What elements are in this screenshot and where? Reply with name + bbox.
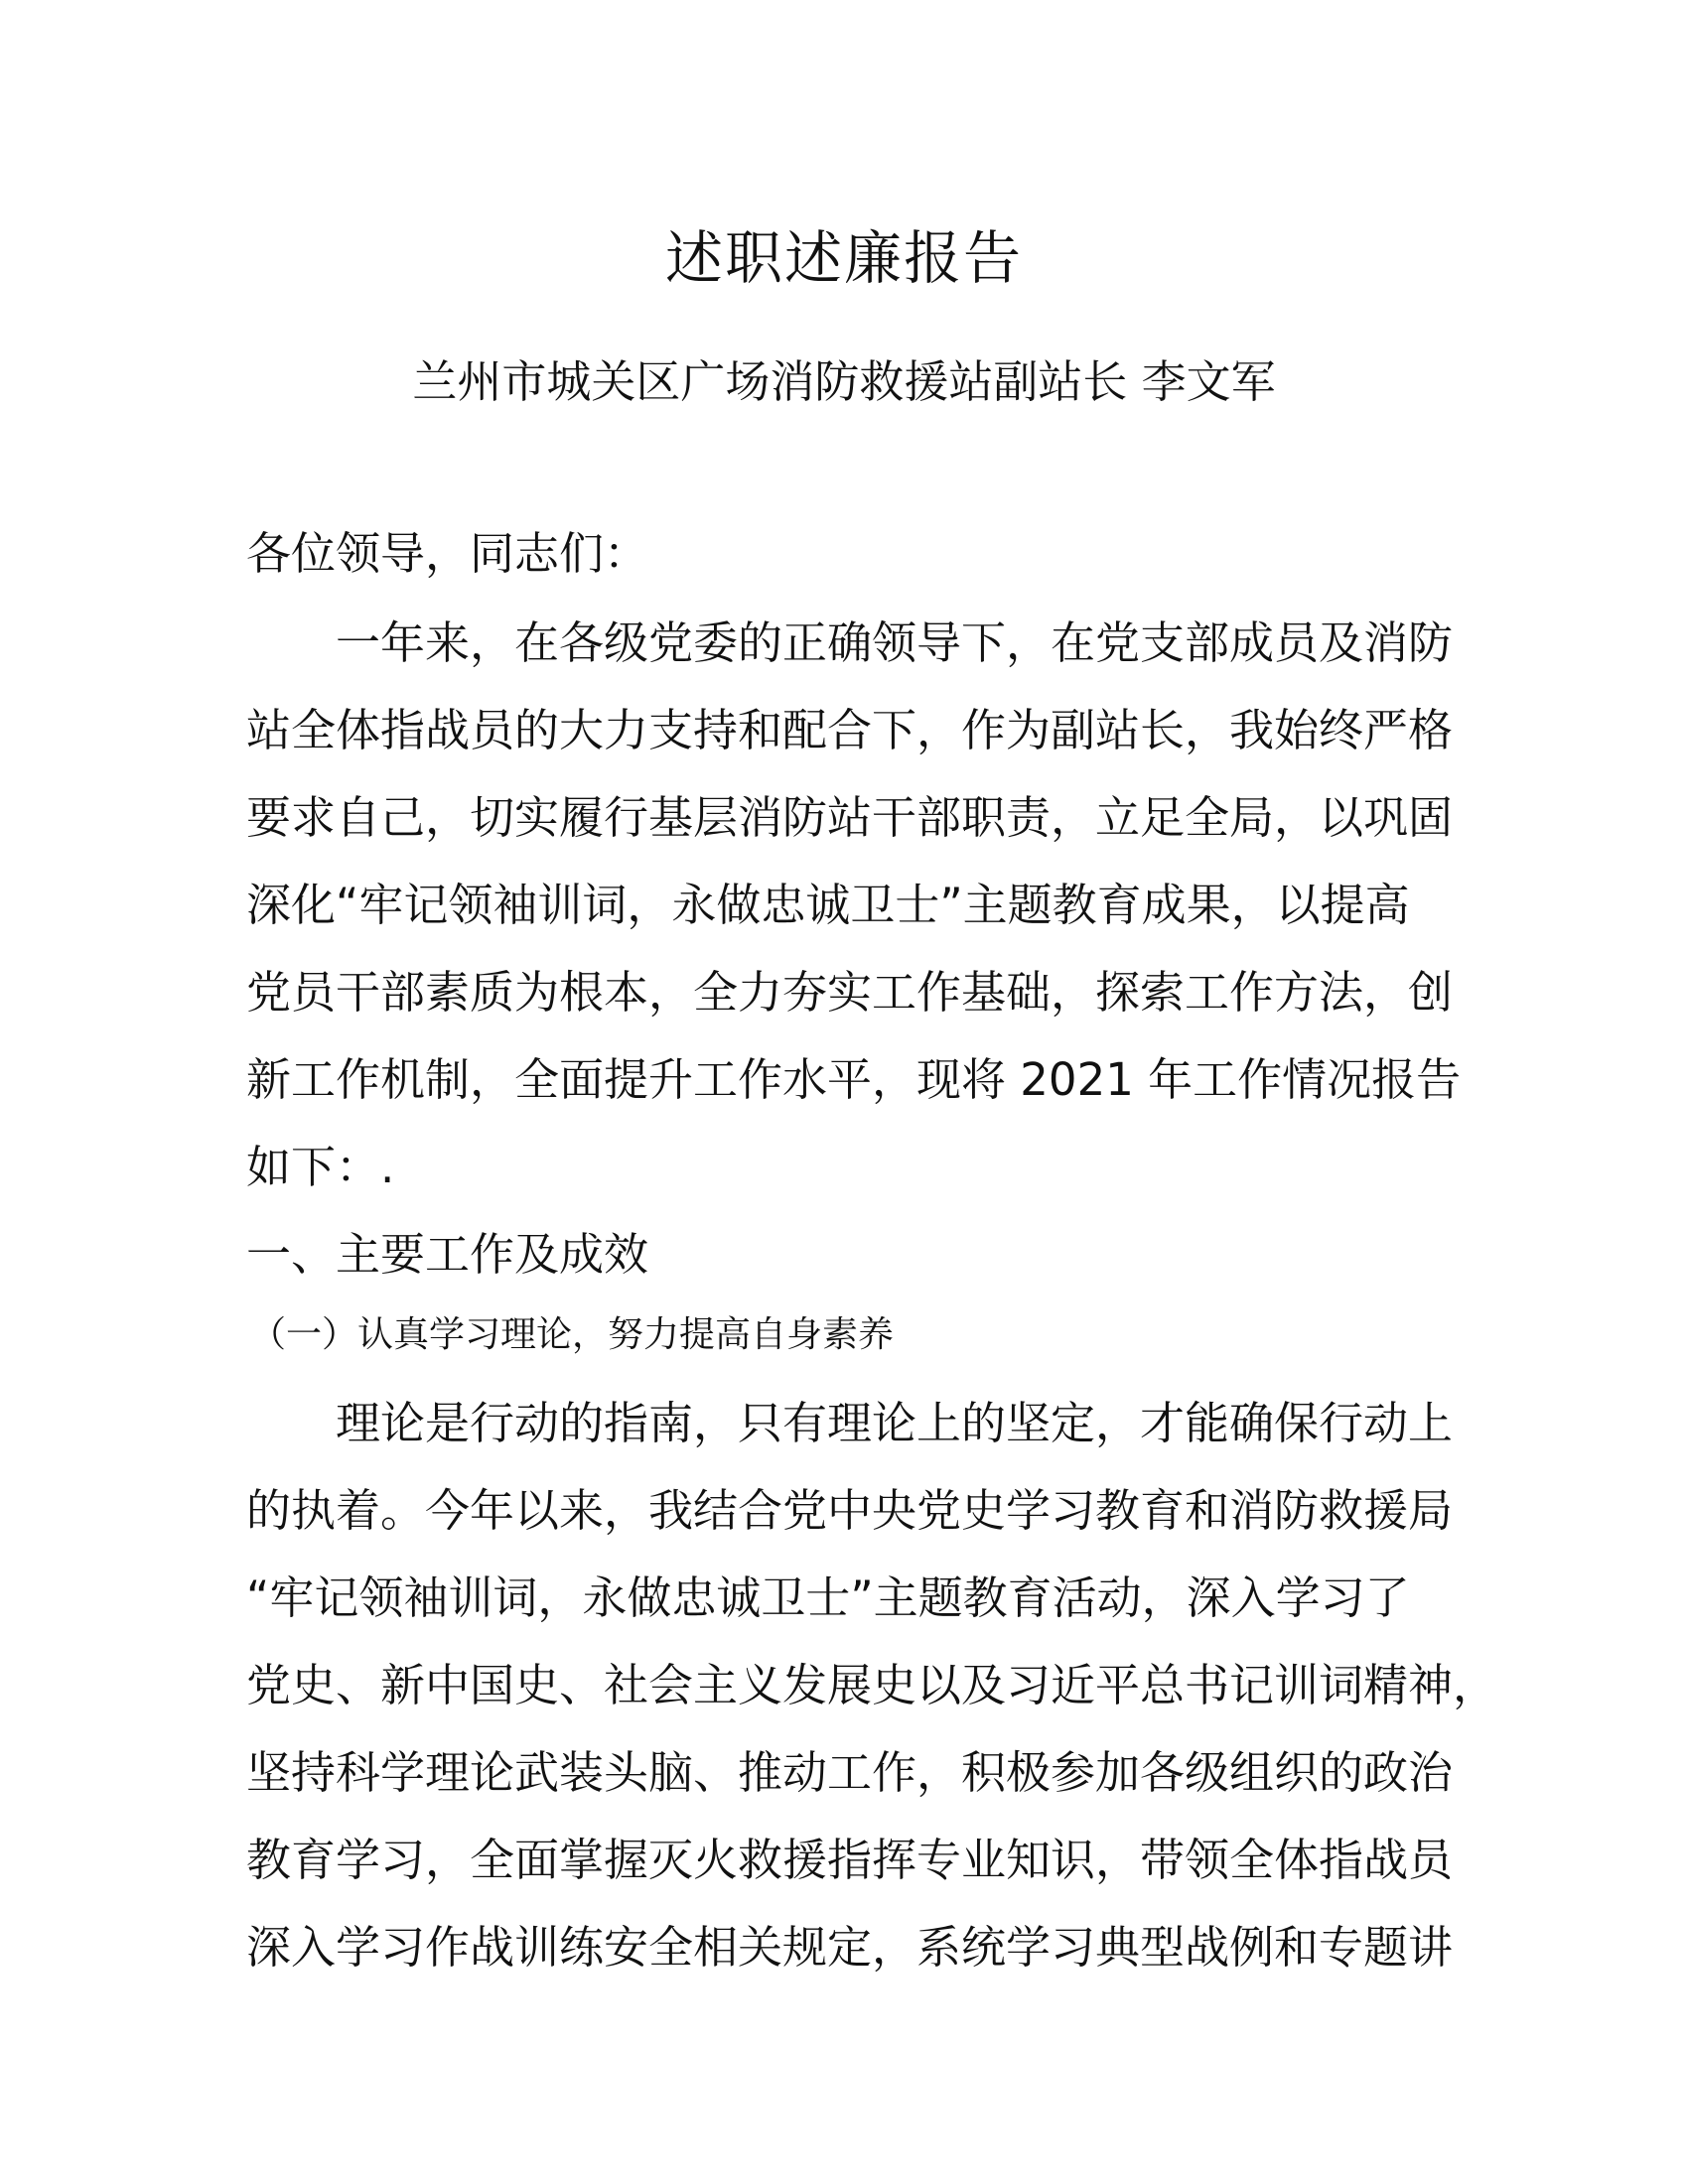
document-title: 述职述廉报告 bbox=[664, 224, 1023, 292]
section-heading: 一、主要工作及成效 bbox=[246, 1228, 649, 1281]
greeting: 各位领导，同志们： bbox=[246, 527, 649, 580]
paragraph-2-line: 理论是行动的指南，只有理论上的坚定，才能确保行动上 bbox=[336, 1397, 1454, 1449]
subsection-heading: （一）认真学习理论，努力提高自身素养 bbox=[250, 1314, 895, 1355]
paragraph-2-line: 党史、新中国史、社会主义发展史以及习近平总书记训词精神， bbox=[246, 1659, 1498, 1711]
paragraph-1-line: 站全体指战员的大力支持和配合下，作为副站长，我始终严格 bbox=[246, 704, 1454, 756]
paragraph-1-line: 要求自己，切实履行基层消防站干部职责，立足全局，以巩固 bbox=[246, 791, 1454, 844]
paragraph-2-line: “牢记领袖训词，永做忠诚卫士”主题教育活动，深入学习了 bbox=[246, 1571, 1410, 1624]
paragraph-2-line: 的执着。今年以来，我结合党中央党史学习教育和消防救援局 bbox=[246, 1484, 1454, 1537]
paragraph-1-line: 一年来，在各级党委的正确领导下，在党支部成员及消防 bbox=[336, 616, 1454, 669]
paragraph-2-line: 教育学习，全面掌握灭火救援指挥专业知识，带领全体指战员 bbox=[246, 1834, 1454, 1886]
author-line: 兰州市城关区广场消防救援站副站长 李文军 bbox=[412, 355, 1276, 408]
paragraph-1-line: 如下：. bbox=[246, 1141, 395, 1193]
paragraph-1-line: 党员干部素质为根本，全力夯实工作基础，探索工作方法，创 bbox=[246, 966, 1454, 1019]
paragraph-2-line: 坚持科学理论武装头脑、推动工作，积极参加各级组织的政治 bbox=[246, 1746, 1454, 1799]
paragraph-1-line: 深化“牢记领袖训词，永做忠诚卫士”主题教育成果，以提高 bbox=[246, 879, 1410, 931]
paragraph-1-line: 新工作机制，全面提升工作水平，现将 2021 年工作情况报告 bbox=[246, 1053, 1462, 1106]
paragraph-2-line: 深入学习作战训练安全相关规定，系统学习典型战例和专题讲 bbox=[246, 1921, 1454, 1974]
